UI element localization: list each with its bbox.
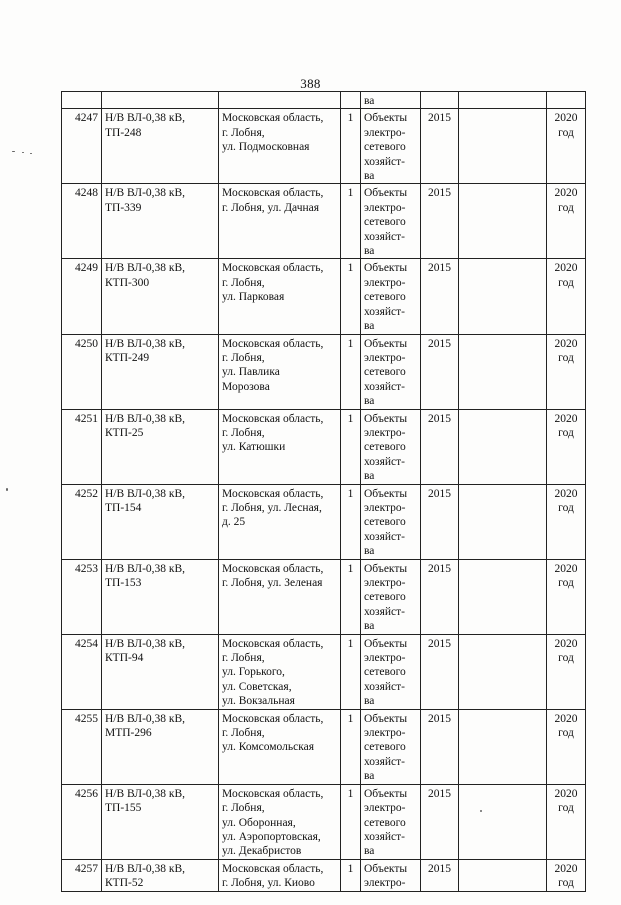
object-name-line: Н/В ВЛ-0,38 кВ, <box>105 412 186 425</box>
category-line: сетевого <box>364 591 406 604</box>
category-cell <box>361 634 421 709</box>
table-row <box>62 634 586 709</box>
address-line: д. 25 <box>222 516 246 529</box>
category-line: хозяйст- <box>364 830 406 843</box>
row-number: 4252 <box>62 484 102 559</box>
table-row <box>62 784 586 859</box>
address-cell <box>219 559 341 634</box>
category-line: Объекты <box>364 187 408 200</box>
address-cell <box>219 484 341 559</box>
quantity-cell: 1 <box>341 184 361 259</box>
object-name-line: ТП-155 <box>105 802 142 815</box>
row-number: 4248 <box>62 184 102 259</box>
address-line: ул. Вокзальная <box>222 695 295 708</box>
address-line: ул. Катюшки <box>222 441 286 454</box>
plan-year-cell <box>547 259 586 334</box>
address-line: Московская область, <box>222 412 324 425</box>
object-name-line: Н/В ВЛ-0,38 кВ, <box>105 787 186 800</box>
category-line: электро- <box>364 351 406 364</box>
category-line: ва <box>364 170 375 183</box>
table-row <box>62 409 586 484</box>
row-number: 4247 <box>62 109 102 184</box>
plan-year-line: год <box>558 727 574 740</box>
category-line: Объекты <box>364 562 408 575</box>
category-line: хозяйст- <box>364 455 406 468</box>
object-name-cell <box>102 559 219 634</box>
year-cell: 2015 <box>421 184 459 259</box>
plan-year-block <box>550 412 582 441</box>
category-cell <box>361 184 421 259</box>
category-line: электро- <box>364 877 406 890</box>
row-number: 4253 <box>62 559 102 634</box>
plan-year-block <box>550 337 582 366</box>
object-name-cell <box>102 859 219 891</box>
property-register-table <box>61 91 586 892</box>
carry-cell <box>102 92 219 109</box>
plan-year-cell <box>547 634 586 709</box>
plan-year-cell <box>547 784 586 859</box>
category-line: сетевого <box>364 141 406 154</box>
quantity-cell: 1 <box>341 859 361 891</box>
address-line: ул. Оборонная, <box>222 816 296 829</box>
year-cell: 2015 <box>421 709 459 784</box>
plan-year-block <box>550 562 582 591</box>
object-name-line: ТП-154 <box>105 501 142 514</box>
plan-year-cell <box>547 184 586 259</box>
carry-category-tail: ва <box>361 92 421 109</box>
plan-year-line: год <box>558 201 574 214</box>
address-line: Морозова <box>222 380 270 393</box>
category-line: сетевого <box>364 516 406 529</box>
category-line: сетевого <box>364 816 406 829</box>
plan-year-line: год <box>558 577 574 589</box>
address-line: г. Лобня, ул. Киово <box>222 877 315 890</box>
category-line: электро- <box>364 727 406 740</box>
address-cell <box>219 784 341 859</box>
page-number: 388 <box>300 76 321 91</box>
year-cell: 2015 <box>421 484 459 559</box>
plan-year-line: 2020 <box>554 112 578 125</box>
address-line: г. Лобня, <box>222 351 265 364</box>
object-name-cell <box>102 259 219 334</box>
address-line: г. Лобня, ул. Зеленая <box>222 577 323 589</box>
empty-cell <box>459 859 547 891</box>
category-line: хозяйст- <box>364 305 406 318</box>
category-line: ва <box>364 845 375 858</box>
plan-year-cell <box>547 484 586 559</box>
scan-speck <box>30 153 32 154</box>
object-name-line: Н/В ВЛ-0,38 кВ, <box>105 487 186 500</box>
object-name-cell <box>102 784 219 859</box>
object-name-cell <box>102 184 219 259</box>
category-line: Объекты <box>364 787 408 800</box>
year-cell: 2015 <box>421 409 459 484</box>
category-line: хозяйст- <box>364 680 406 693</box>
object-name-line: Н/В ВЛ-0,38 кВ, <box>105 337 186 350</box>
category-line: электро- <box>364 802 406 815</box>
address-line: Московская область, <box>222 112 324 125</box>
category-line: Объекты <box>364 712 408 725</box>
object-name-cell <box>102 109 219 184</box>
plan-year-block <box>550 186 582 215</box>
address-cell <box>219 634 341 709</box>
address-cell <box>219 259 341 334</box>
carry-cell <box>341 92 361 109</box>
scan-speck <box>6 488 8 491</box>
category-line: ва <box>364 470 375 483</box>
plan-year-block <box>550 111 582 140</box>
plan-year-line: 2020 <box>554 412 578 425</box>
category-line: ва <box>364 545 375 558</box>
empty-cell <box>459 634 547 709</box>
empty-cell <box>459 409 547 484</box>
empty-cell <box>459 559 547 634</box>
category-line: ва <box>364 245 375 258</box>
empty-cell <box>459 709 547 784</box>
category-line: хозяйст- <box>364 155 406 168</box>
object-name-line: МТП-296 <box>105 727 152 740</box>
address-line: г. Лобня, <box>222 276 265 289</box>
object-name-cell <box>102 334 219 409</box>
category-line: ва <box>364 620 375 633</box>
row-number: 4250 <box>62 334 102 409</box>
plan-year-cell <box>547 709 586 784</box>
category-line: ва <box>364 320 375 333</box>
row-number: 4249 <box>62 259 102 334</box>
table-row <box>62 109 586 184</box>
address-line: Московская область, <box>222 712 324 725</box>
plan-year-line: год <box>558 276 574 289</box>
category-line: сетевого <box>364 366 406 379</box>
object-name-cell <box>102 709 219 784</box>
plan-year-line: год <box>558 652 574 665</box>
object-name-line: КТП-25 <box>105 426 144 439</box>
year-cell: 2015 <box>421 859 459 891</box>
carry-cell <box>547 92 586 109</box>
category-cell <box>361 784 421 859</box>
object-name-line: Н/В ВЛ-0,38 кВ, <box>105 637 186 650</box>
address-line: г. Лобня, <box>222 727 265 740</box>
category-line: электро- <box>364 577 406 589</box>
carry-over-row <box>62 92 586 109</box>
category-cell <box>361 859 421 891</box>
year-cell: 2015 <box>421 334 459 409</box>
category-cell <box>361 109 421 184</box>
table-row <box>62 184 586 259</box>
category-line: Объекты <box>364 637 408 650</box>
address-line: Московская область, <box>222 562 324 575</box>
address-line: ул. Горького, <box>222 666 285 679</box>
category-line: электро- <box>364 126 406 139</box>
scan-speck <box>12 151 15 152</box>
category-line: Объекты <box>364 337 408 350</box>
category-line: ва <box>364 770 375 783</box>
plan-year-line: 2020 <box>554 262 578 275</box>
year-cell: 2015 <box>421 559 459 634</box>
category-line: электро- <box>364 276 406 289</box>
empty-cell <box>459 259 547 334</box>
category-line: хозяйст- <box>364 380 406 393</box>
plan-year-line: год <box>558 802 574 815</box>
category-line: хозяйст- <box>364 530 406 543</box>
address-line: г. Лобня, <box>222 126 265 139</box>
category-line: хозяйст- <box>364 230 406 243</box>
carry-cell <box>219 92 341 109</box>
plan-year-line: 2020 <box>554 787 578 800</box>
carry-cell <box>459 92 547 109</box>
address-line: ул. Павлика <box>222 366 280 379</box>
plan-year-cell <box>547 409 586 484</box>
plan-year-line: 2020 <box>554 862 578 875</box>
plan-year-line: год <box>558 877 574 890</box>
plan-year-block <box>550 787 582 816</box>
address-line: Московская область, <box>222 262 324 275</box>
object-name-line: Н/В ВЛ-0,38 кВ, <box>105 712 186 725</box>
plan-year-line: 2020 <box>554 187 578 200</box>
address-line: Московская область, <box>222 487 324 500</box>
object-name-line: КТП-300 <box>105 276 150 289</box>
plan-year-block <box>550 487 582 516</box>
category-cell <box>361 559 421 634</box>
object-name-cell <box>102 634 219 709</box>
category-line: сетевого <box>364 741 406 754</box>
table-row <box>62 859 586 891</box>
quantity-cell: 1 <box>341 784 361 859</box>
plan-year-line: 2020 <box>554 487 578 500</box>
table-row <box>62 709 586 784</box>
plan-year-line: 2020 <box>554 712 578 725</box>
row-number: 4254 <box>62 634 102 709</box>
address-line: ул. Комсомольская <box>222 741 315 754</box>
address-cell <box>219 709 341 784</box>
address-cell <box>219 409 341 484</box>
address-line: Московская область, <box>222 337 324 350</box>
address-line: ул. Парковая <box>222 291 285 304</box>
address-line: Московская область, <box>222 187 324 200</box>
quantity-cell: 1 <box>341 259 361 334</box>
plan-year-cell <box>547 109 586 184</box>
plan-year-line: 2020 <box>554 637 578 650</box>
carry-cell <box>62 92 102 109</box>
row-number: 4255 <box>62 709 102 784</box>
object-name-cell <box>102 409 219 484</box>
quantity-cell: 1 <box>341 634 361 709</box>
object-name-line: ТП-153 <box>105 577 142 589</box>
object-name-line: Н/В ВЛ-0,38 кВ, <box>105 112 186 125</box>
address-line: Московская область, <box>222 787 324 800</box>
category-line: Объекты <box>364 262 408 275</box>
category-line: хозяйст- <box>364 755 406 768</box>
category-line: Объекты <box>364 412 408 425</box>
category-cell <box>361 259 421 334</box>
object-name-line: Н/В ВЛ-0,38 кВ, <box>105 187 186 200</box>
plan-year-block <box>550 862 582 891</box>
row-number: 4256 <box>62 784 102 859</box>
plan-year-line: год <box>558 126 574 139</box>
plan-year-cell <box>547 859 586 891</box>
empty-cell <box>459 484 547 559</box>
address-line: Московская область, <box>222 862 324 875</box>
category-line: сетевого <box>364 666 406 679</box>
category-line: сетевого <box>364 291 406 304</box>
category-line: сетевого <box>364 441 406 454</box>
row-number: 4251 <box>62 409 102 484</box>
category-line: электро- <box>364 426 406 439</box>
address-line: ул. Советская, <box>222 680 292 693</box>
year-cell: 2015 <box>421 784 459 859</box>
empty-cell <box>459 109 547 184</box>
address-line: ул. Декабристов <box>222 845 302 858</box>
address-cell <box>219 859 341 891</box>
category-line: Объекты <box>364 487 408 500</box>
quantity-cell: 1 <box>341 409 361 484</box>
plan-year-line: год <box>558 351 574 364</box>
category-line: ва <box>364 695 375 708</box>
address-line: ул. Подмосковная <box>222 141 310 154</box>
category-cell <box>361 409 421 484</box>
quantity-cell: 1 <box>341 334 361 409</box>
plan-year-line: год <box>558 501 574 514</box>
object-name-line: Н/В ВЛ-0,38 кВ, <box>105 562 186 575</box>
quantity-cell: 1 <box>341 484 361 559</box>
quantity-cell: 1 <box>341 559 361 634</box>
category-cell <box>361 709 421 784</box>
object-name-line: КТП-52 <box>105 877 144 890</box>
plan-year-block <box>550 712 582 741</box>
plan-year-cell <box>547 559 586 634</box>
address-line: г. Лобня, ул. Дачная <box>222 201 320 214</box>
category-cell <box>361 334 421 409</box>
category-line: Объекты <box>364 112 408 125</box>
quantity-cell: 1 <box>341 109 361 184</box>
carry-cell <box>421 92 459 109</box>
quantity-cell: 1 <box>341 709 361 784</box>
table-row <box>62 334 586 409</box>
empty-cell <box>459 334 547 409</box>
category-line: хозяйст- <box>364 605 406 618</box>
object-name-line: КТП-94 <box>105 652 144 665</box>
object-name-line: Н/В ВЛ-0,38 кВ, <box>105 862 186 875</box>
year-cell: 2015 <box>421 259 459 334</box>
category-line: электро- <box>364 652 406 665</box>
plan-year-line: 2020 <box>554 337 578 350</box>
empty-cell <box>459 184 547 259</box>
category-line: электро- <box>364 501 406 514</box>
table-row <box>62 259 586 334</box>
category-line: Объекты <box>364 862 408 875</box>
plan-year-cell <box>547 334 586 409</box>
object-name-line: КТП-249 <box>105 351 150 364</box>
address-line: г. Лобня, <box>222 426 265 439</box>
address-line: ул. Аэропортовская, <box>222 830 321 843</box>
year-cell: 2015 <box>421 634 459 709</box>
scan-speck <box>22 152 24 153</box>
address-line: г. Лобня, ул. Лесная, <box>222 501 322 514</box>
category-line: ва <box>364 395 375 408</box>
table-row <box>62 484 586 559</box>
year-cell: 2015 <box>421 109 459 184</box>
row-number: 4257 <box>62 859 102 891</box>
category-cell <box>361 484 421 559</box>
address-cell <box>219 109 341 184</box>
plan-year-block <box>550 261 582 290</box>
category-line: электро- <box>364 201 406 214</box>
object-name-line: ТП-339 <box>105 201 142 214</box>
address-line: г. Лобня, <box>222 802 265 815</box>
object-name-line: Н/В ВЛ-0,38 кВ, <box>105 262 186 275</box>
object-name-line: ТП-248 <box>105 126 142 139</box>
address-cell <box>219 184 341 259</box>
address-line: г. Лобня, <box>222 652 265 665</box>
address-line: Московская область, <box>222 637 324 650</box>
plan-year-line: год <box>558 426 574 439</box>
empty-cell <box>459 784 547 859</box>
address-cell <box>219 334 341 409</box>
category-line: сетевого <box>364 216 406 229</box>
table-row <box>62 559 586 634</box>
plan-year-block <box>550 637 582 666</box>
plan-year-line: 2020 <box>554 562 578 575</box>
object-name-cell <box>102 484 219 559</box>
